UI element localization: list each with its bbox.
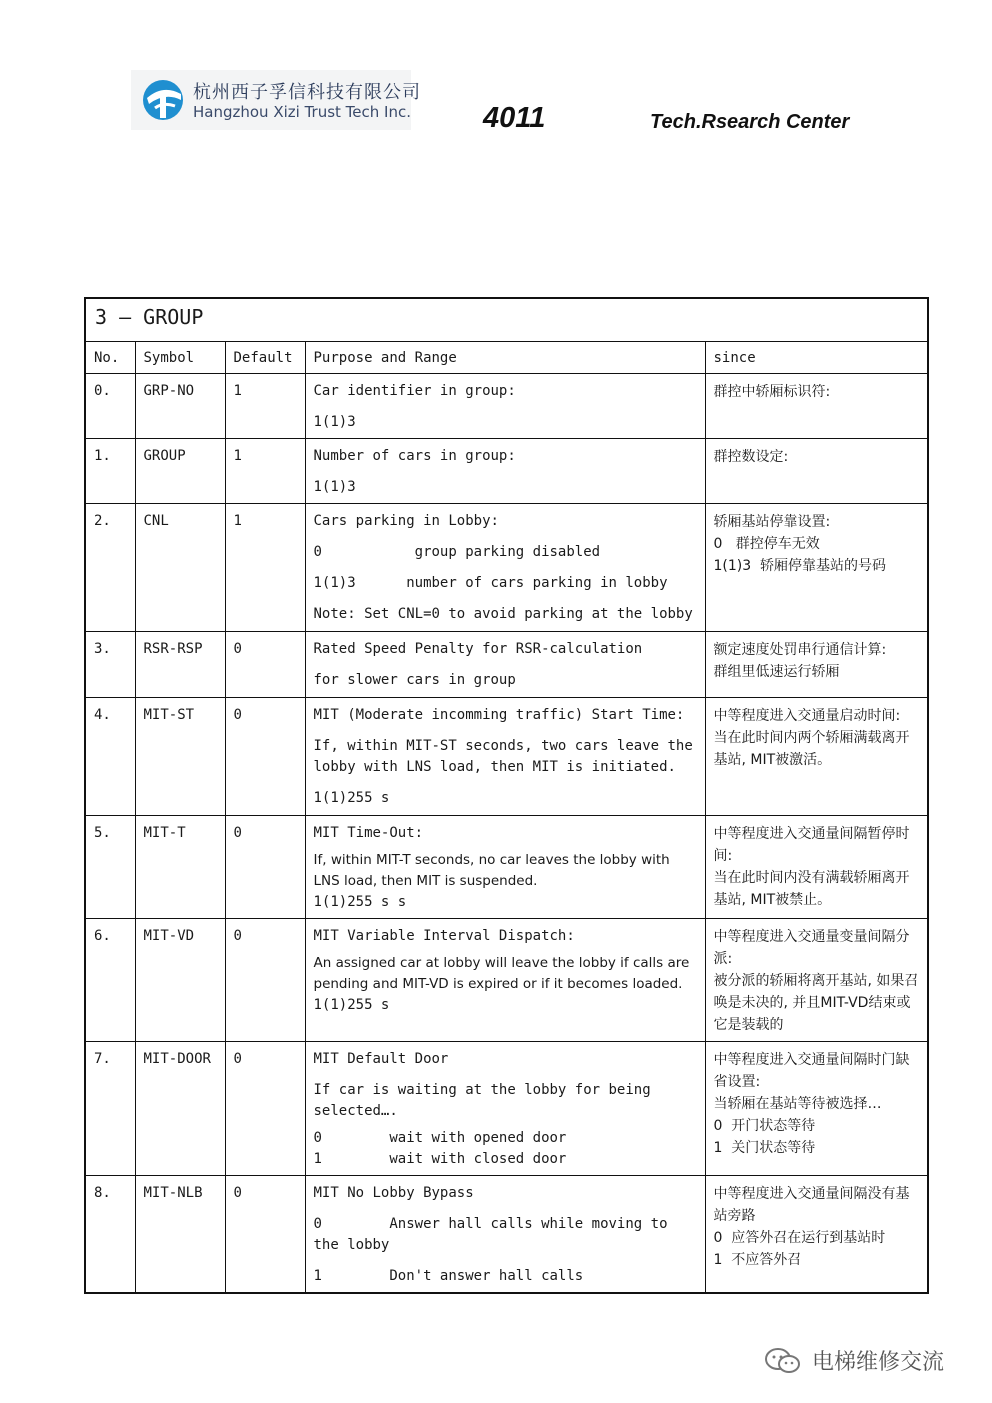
row-no: 4. bbox=[85, 698, 135, 816]
row-symbol: MIT-NLB bbox=[135, 1176, 225, 1294]
since-line: 中等程度进入交通量间隔没有基站旁路 bbox=[713, 1186, 910, 1224]
since-line: 被分派的轿厢将离开基站, 如果召唤是未决的, 并且MIT-VD结束或它是装载的 bbox=[713, 973, 919, 1033]
row-no: 5. bbox=[85, 816, 135, 919]
since-line: 中等程度进入交通量间隔时门缺省设置: bbox=[713, 1052, 910, 1090]
row-default: 0 bbox=[225, 632, 305, 698]
since-line: 群控数设定: bbox=[713, 449, 789, 465]
row-default: 1 bbox=[225, 374, 305, 439]
table-row bbox=[85, 698, 928, 816]
purpose-line: 1(1)255 s bbox=[313, 997, 390, 1013]
row-purpose bbox=[305, 698, 705, 816]
purpose-line: Number of cars in group: bbox=[313, 448, 516, 464]
purpose-line: MIT Default Door bbox=[313, 1051, 449, 1067]
table-header-row bbox=[85, 342, 928, 374]
purpose-line: Rated Speed Penalty for RSR-calculation bbox=[313, 641, 643, 657]
row-purpose bbox=[305, 1176, 705, 1294]
document-number: 4011 bbox=[483, 102, 546, 134]
row-default: 0 bbox=[225, 698, 305, 816]
row-default: 1 bbox=[225, 504, 305, 632]
row-since bbox=[705, 374, 928, 439]
row-since bbox=[705, 439, 928, 504]
column-header-purpose: Purpose and Range bbox=[305, 342, 705, 374]
wechat-watermark bbox=[764, 1343, 964, 1379]
row-since bbox=[705, 504, 928, 632]
row-default: 1 bbox=[225, 439, 305, 504]
table-row bbox=[85, 1042, 928, 1176]
purpose-line: If, within MIT-ST seconds, two cars leave the lobby with LNS load, then MIT is initiated. bbox=[313, 738, 702, 775]
row-purpose bbox=[305, 816, 705, 919]
row-no: 7. bbox=[85, 1042, 135, 1176]
since-line: 1(1)3 轿厢停靠基站的号码 bbox=[713, 558, 887, 574]
since-line: 当轿厢在基站等待被选择… bbox=[713, 1096, 882, 1112]
table-row bbox=[85, 1176, 928, 1294]
purpose-line: 1(1)3 number of cars parking in lobby bbox=[313, 575, 668, 591]
table-row bbox=[85, 816, 928, 919]
row-purpose bbox=[305, 439, 705, 504]
purpose-line: Car identifier in group: bbox=[313, 383, 516, 399]
since-line: 中等程度进入交通量变量间隔分派: bbox=[713, 929, 910, 967]
table-title: 3 – GROUP bbox=[85, 298, 928, 342]
purpose-line: 1 Don't answer hall calls bbox=[313, 1268, 584, 1284]
row-symbol: MIT-ST bbox=[135, 698, 225, 816]
watermark-text: 电梯维修交流 bbox=[812, 1350, 945, 1375]
row-symbol: MIT-VD bbox=[135, 919, 225, 1042]
purpose-line: 0 group parking disabled bbox=[313, 544, 601, 560]
since-line: 中等程度进入交通量间隔暂停时间: bbox=[713, 826, 910, 864]
purpose-line: Note: Set CNL=0 to avoid parking at the lobby bbox=[313, 606, 693, 622]
wechat-icon bbox=[764, 1347, 802, 1375]
purpose-line: 0 Answer hall calls while moving to the lobby bbox=[313, 1216, 676, 1253]
row-default: 0 bbox=[225, 1042, 305, 1176]
row-since bbox=[705, 1042, 928, 1176]
row-default: 0 bbox=[225, 1176, 305, 1294]
table-title-row bbox=[85, 298, 928, 342]
logo-english-name: Hangzhou Xizi Trust Tech Inc. bbox=[193, 103, 411, 121]
since-line: 0 群控停车无效 bbox=[713, 536, 820, 552]
since-line: 1 不应答外召 bbox=[713, 1252, 802, 1268]
since-line: 轿厢基站停靠设置: bbox=[713, 514, 831, 530]
purpose-line: MIT Time-Out: bbox=[313, 825, 424, 841]
purpose-line: 1(1)255 s s bbox=[313, 894, 407, 910]
since-line: 额定速度处罚串行通信计算: bbox=[713, 642, 887, 658]
row-purpose bbox=[305, 504, 705, 632]
table-row bbox=[85, 919, 928, 1042]
purpose-line: 0 wait with opened door bbox=[313, 1130, 567, 1146]
logo-chinese-name: 杭州西子孚信科技有限公司 bbox=[193, 82, 421, 103]
table-row bbox=[85, 632, 928, 698]
row-since bbox=[705, 1176, 928, 1294]
purpose-line: If, within MIT-T seconds, no car leaves the lobby with LNS load, then MIT is suspended. bbox=[313, 852, 675, 889]
purpose-line: MIT (Moderate incomming traffic) Start Time: bbox=[313, 707, 685, 723]
center-name: Tech.Rsearch Center bbox=[650, 111, 850, 133]
since-line: 当在此时间内没有满载轿厢离开基站, MIT被禁止。 bbox=[713, 870, 910, 908]
since-line: 群组里低速运行轿厢 bbox=[713, 664, 840, 680]
purpose-line: 1(1)255 s bbox=[313, 790, 390, 806]
row-no: 8. bbox=[85, 1176, 135, 1294]
since-line: 0 应答外召在运行到基站时 bbox=[713, 1230, 886, 1246]
row-no: 0. bbox=[85, 374, 135, 439]
row-purpose bbox=[305, 919, 705, 1042]
row-purpose bbox=[305, 632, 705, 698]
since-line: 中等程度进入交通量启动时间: bbox=[713, 708, 901, 724]
row-symbol: MIT-DOOR bbox=[135, 1042, 225, 1176]
purpose-line: 1 wait with closed door bbox=[313, 1151, 567, 1167]
page-header bbox=[0, 0, 992, 160]
row-symbol: GRP-NO bbox=[135, 374, 225, 439]
since-line: 1 关门状态等待 bbox=[713, 1140, 816, 1156]
purpose-line: 1(1)3 bbox=[313, 479, 356, 495]
row-no: 1. bbox=[85, 439, 135, 504]
since-line: 群控中轿厢标识符: bbox=[713, 384, 831, 400]
row-symbol: GROUP bbox=[135, 439, 225, 504]
purpose-line: 1(1)3 bbox=[313, 414, 356, 430]
company-logo bbox=[131, 70, 421, 130]
since-line: 当在此时间内两个轿厢满载离开基站, MIT被激活。 bbox=[713, 730, 910, 768]
column-header-no: No. bbox=[85, 342, 135, 374]
row-no: 3. bbox=[85, 632, 135, 698]
purpose-line: MIT No Lobby Bypass bbox=[313, 1185, 474, 1201]
table-row bbox=[85, 374, 928, 439]
group-parameter-table bbox=[84, 297, 929, 1294]
xizi-logo-icon bbox=[141, 78, 185, 122]
column-header-default: Default bbox=[225, 342, 305, 374]
column-header-since: since bbox=[705, 342, 928, 374]
row-no: 2. bbox=[85, 504, 135, 632]
row-no: 6. bbox=[85, 919, 135, 1042]
row-symbol: MIT-T bbox=[135, 816, 225, 919]
row-symbol: RSR-RSP bbox=[135, 632, 225, 698]
purpose-line: An assigned car at lobby will leave the lobby if calls are pending and MIT-VD is expired or if it becomes loaded. bbox=[313, 955, 694, 992]
row-since bbox=[705, 919, 928, 1042]
row-symbol: CNL bbox=[135, 504, 225, 632]
purpose-line: Cars parking in Lobby: bbox=[313, 513, 499, 529]
row-purpose bbox=[305, 374, 705, 439]
table-row bbox=[85, 504, 928, 632]
purpose-line: If car is waiting at the lobby for being selected…. bbox=[313, 1082, 660, 1119]
row-since bbox=[705, 632, 928, 698]
row-default: 0 bbox=[225, 919, 305, 1042]
row-purpose bbox=[305, 1042, 705, 1176]
since-line: 0 开门状态等待 bbox=[713, 1118, 816, 1134]
row-since bbox=[705, 698, 928, 816]
row-default: 0 bbox=[225, 816, 305, 919]
table-row bbox=[85, 439, 928, 504]
purpose-line: for slower cars in group bbox=[313, 672, 516, 688]
purpose-line: MIT Variable Interval Dispatch: bbox=[313, 928, 575, 944]
row-since bbox=[705, 816, 928, 919]
column-header-symbol: Symbol bbox=[135, 342, 225, 374]
